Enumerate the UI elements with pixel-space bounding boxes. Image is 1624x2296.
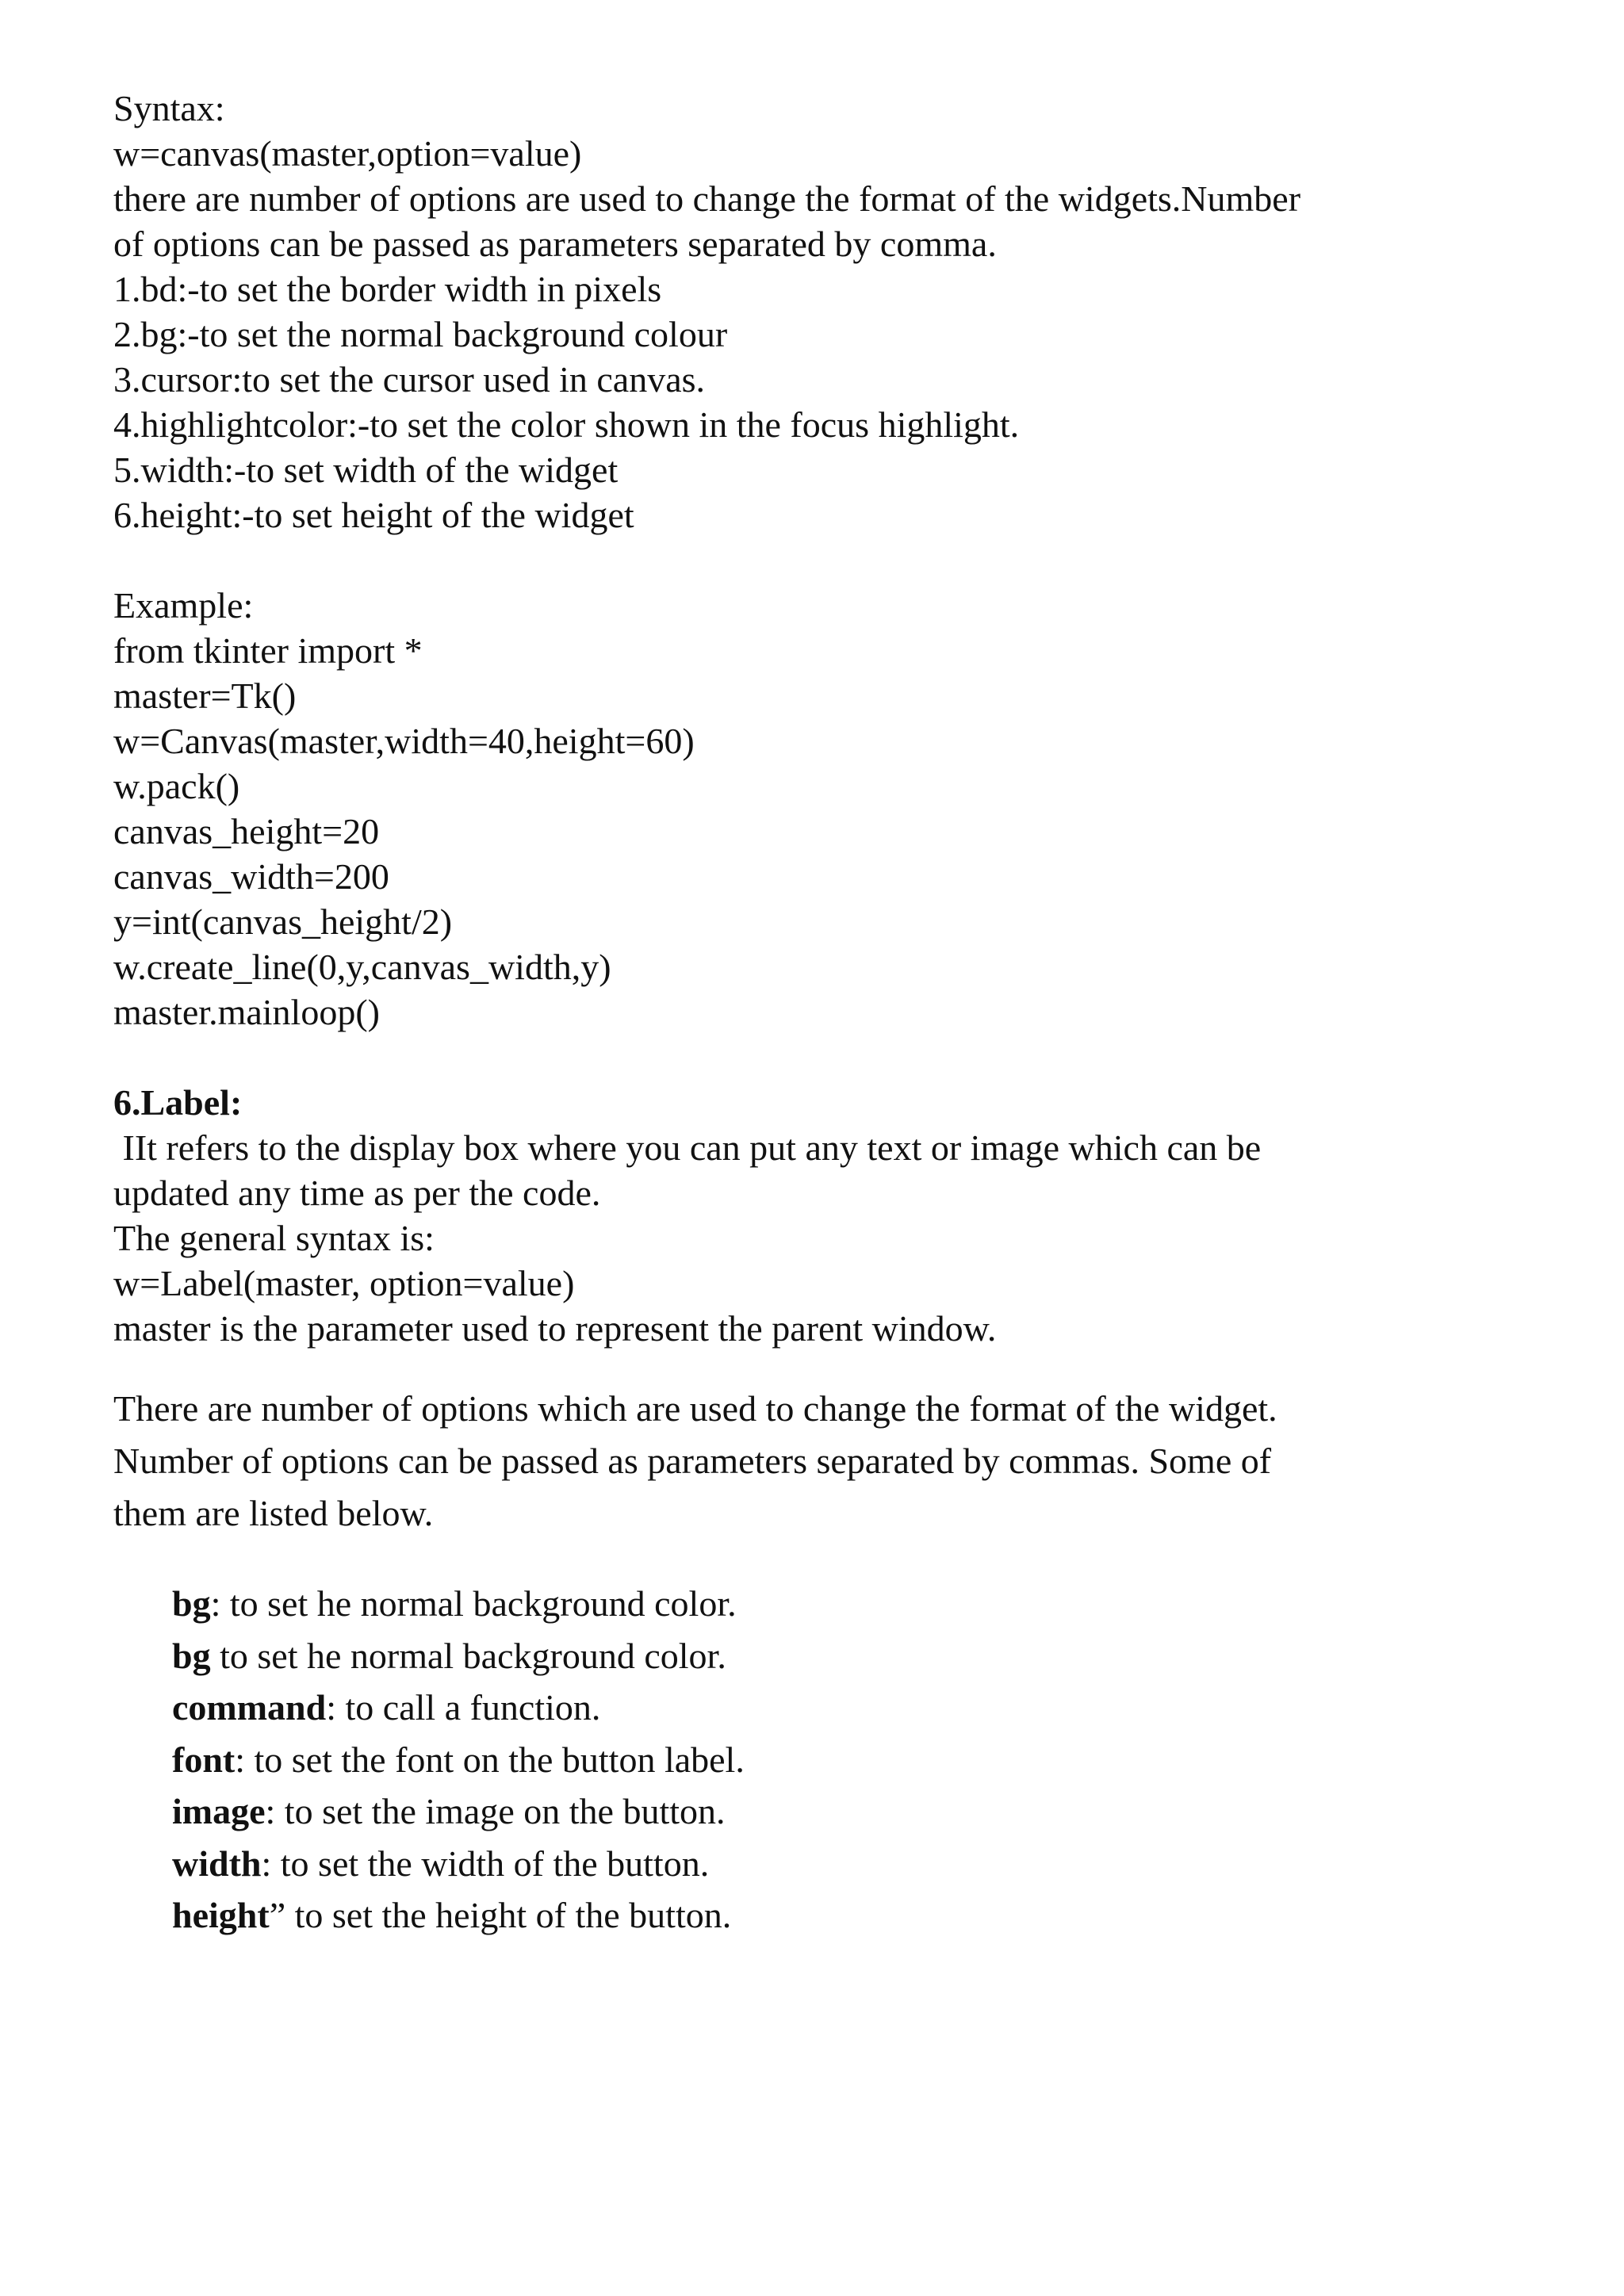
label-option-item	[172, 1785, 1525, 1838]
code-line: canvas_width=200	[113, 856, 389, 897]
canvas-option-item: 5.width:-to set width of the widget	[113, 450, 619, 490]
canvas-option-item: 4.highlightcolor:-to set the color shown in the focus highlight.	[113, 404, 1020, 445]
label-syntax-line: w=Label(master, option=value)	[113, 1263, 575, 1303]
label-option-item	[172, 1630, 1525, 1682]
canvas-intro-line-2: of options can be passed as parameters separated by comma.	[113, 224, 997, 264]
option-name: font	[172, 1739, 236, 1780]
code-line: y=int(canvas_height/2)	[113, 901, 453, 942]
option-description: : to call a function.	[326, 1687, 601, 1728]
document-page	[113, 86, 1525, 1942]
code-block	[113, 628, 1525, 1035]
label-description-line-2: updated any time as per the code.	[113, 1173, 601, 1213]
label-master-line: master is the parameter used to represent the parent window.	[113, 1308, 997, 1349]
option-description: : to set the width of the button.	[261, 1843, 710, 1884]
canvas-option-item: 6.height:-to set height of the widget	[113, 495, 634, 535]
canvas-option-item: 2.bg:-to set the normal background colour	[113, 314, 728, 354]
option-description: to set he normal background color.	[210, 1635, 726, 1676]
code-line: w.pack()	[113, 766, 240, 806]
code-line: master=Tk()	[113, 675, 297, 716]
label-section-heading: 6.Label:	[113, 1082, 243, 1123]
spacer	[113, 1035, 1525, 1080]
label-options-intro	[113, 1383, 1525, 1540]
label-syntax-intro: The general syntax is:	[113, 1218, 435, 1258]
code-line: canvas_height=20	[113, 811, 380, 851]
label-option-item	[172, 1889, 1525, 1942]
spacer	[113, 1540, 1525, 1578]
example-heading: Example:	[113, 585, 254, 626]
code-line: from tkinter import *	[113, 630, 423, 671]
canvas-syntax-heading: Syntax:	[113, 88, 225, 128]
options-intro-line: Number of options can be passed as parameters separated by commas. Some of	[113, 1441, 1272, 1481]
label-options-list	[172, 1578, 1525, 1942]
option-name: bg	[172, 1583, 211, 1624]
label-option-item	[172, 1838, 1525, 1890]
option-description: ” to set the height of the button.	[269, 1895, 732, 1935]
spacer	[113, 1351, 1525, 1383]
option-name: height	[172, 1895, 270, 1935]
option-name: bg	[172, 1635, 211, 1676]
options-intro-line: them are listed below.	[113, 1493, 434, 1533]
label-option-item	[172, 1682, 1525, 1734]
option-description: : to set the font on the button label.	[235, 1739, 745, 1780]
canvas-options-list	[113, 266, 1525, 538]
options-intro-line: There are number of options which are used to change the format of the widget.	[113, 1388, 1277, 1429]
canvas-syntax-line: w=canvas(master,option=value)	[113, 133, 582, 174]
option-name: command	[172, 1687, 327, 1728]
canvas-intro-line-1: there are number of options are used to change the format of the widgets.Number	[113, 178, 1301, 219]
spacer	[113, 538, 1525, 583]
option-name: width	[172, 1843, 262, 1884]
option-name: image	[172, 1791, 266, 1831]
label-option-item	[172, 1734, 1525, 1786]
canvas-option-item: 1.bd:-to set the border width in pixels	[113, 269, 662, 309]
code-line: w.create_line(0,y,canvas_width,y)	[113, 947, 611, 987]
label-option-item	[172, 1578, 1525, 1630]
canvas-option-item: 3.cursor:to set the cursor used in canvas.	[113, 359, 706, 400]
code-line: master.mainloop()	[113, 992, 380, 1032]
code-line: w=Canvas(master,width=40,height=60)	[113, 721, 695, 761]
label-description-line-1: IIt refers to the display box where you can put any text or image which can be	[113, 1127, 1262, 1168]
option-description: : to set the image on the button.	[265, 1791, 726, 1831]
option-description: : to set he normal background color.	[210, 1583, 737, 1624]
